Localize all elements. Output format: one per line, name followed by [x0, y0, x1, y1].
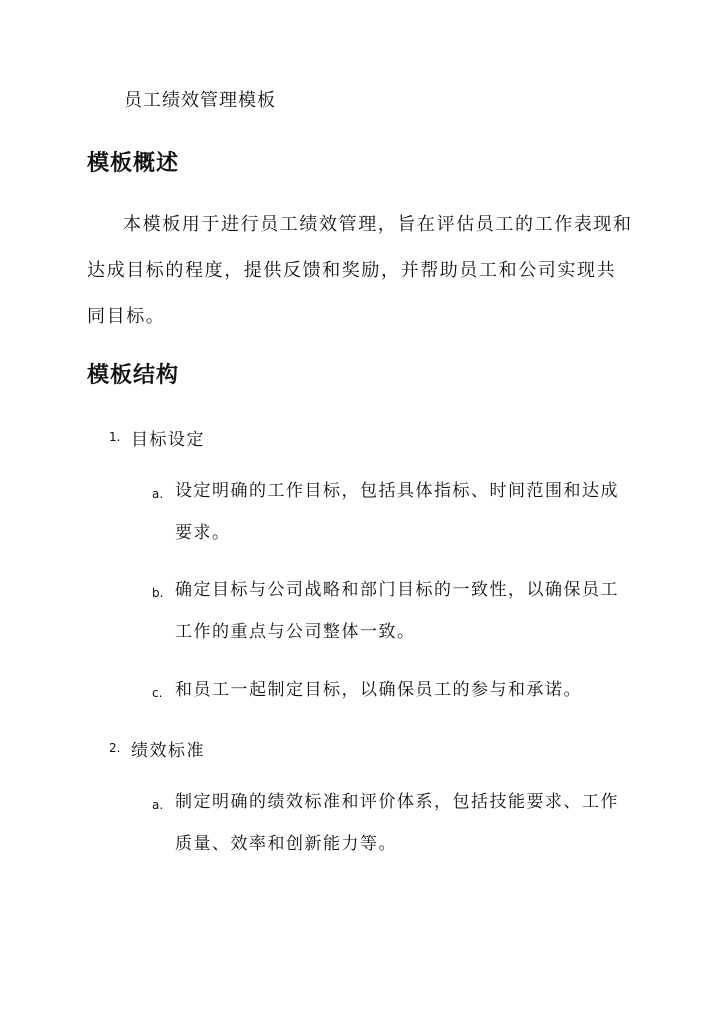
sub-item-text-2a: 制定明确的绩效标准和评价体系，包括技能要求、工作质量、效率和创新能力等。 [175, 792, 619, 854]
section-heading-overview: 模板概述 [87, 151, 180, 176]
sub-item-text-1a: 设定明确的工作目标，包括具体指标、时间范围和达成要求。 [175, 481, 619, 543]
sub-item-text-1c: 和员工一起制定目标，以确保员工的参与和承诺。 [175, 680, 582, 700]
overview-paragraph: 本模板用于进行员工绩效管理，旨在评估员工的工作表现和达成目标的程度，提供反馈和奖励，并帮助员工和公司实现共同目标。 [87, 214, 633, 327]
sub-item-text-1b: 确定目标与公司战略和部门目标的一致性，以确保员工工作的重点与公司整体一致。 [175, 580, 619, 642]
section-heading-structure: 模板结构 [87, 363, 180, 388]
sub-item-marker-1c: c. [152, 686, 163, 700]
list-number-2: 2. [109, 741, 121, 755]
list-item-title-goal-setting: 目标设定 [131, 430, 205, 450]
sub-item-marker-1b: b. [152, 586, 164, 600]
document-title: 员工绩效管理模板 [124, 90, 276, 111]
sub-item-marker-2a: a. [152, 798, 164, 812]
list-number-1: 1. [109, 430, 121, 444]
sub-item-marker-1a: a. [152, 487, 164, 501]
list-item-title-performance-standards: 绩效标准 [131, 741, 205, 761]
